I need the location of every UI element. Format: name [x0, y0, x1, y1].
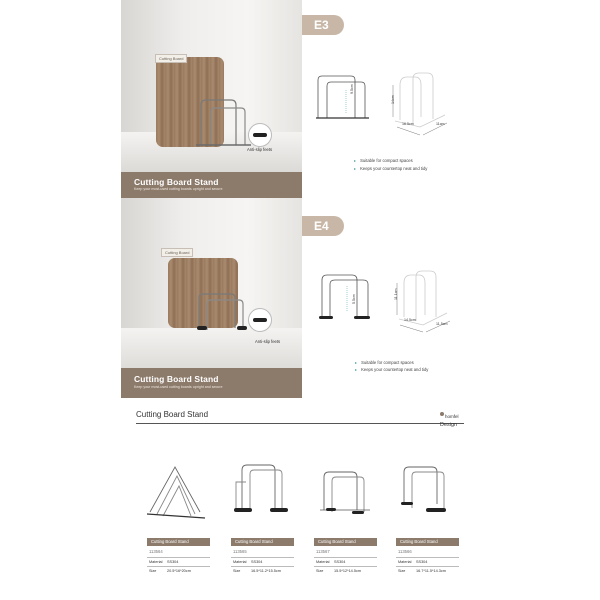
- e3-bullet-1: ▸ Suitable for compact spaces: [354, 158, 413, 163]
- e3-dim-depth: 16.5cm: [402, 122, 414, 126]
- row-divider: [231, 557, 294, 558]
- row-divider: [314, 557, 377, 558]
- e4-product-photo: [121, 198, 302, 398]
- anti-slip-feet-detail: [248, 308, 272, 332]
- product-label: Cutting Board Stand: [231, 538, 294, 546]
- e4-front-drawing: [318, 268, 378, 338]
- material-row: Material SS304: [233, 560, 263, 564]
- banner-subtitle: Keep your most-used cutting boards upright and secure: [134, 385, 223, 389]
- row-divider: [147, 566, 210, 567]
- logo-line-1: homfel: [445, 414, 459, 419]
- e3-front-drawing: [313, 70, 373, 140]
- e3-dim-width: 11cm: [436, 122, 445, 126]
- size-row: Size 16.7*11.5*14.3cm: [398, 569, 446, 573]
- e3-iso-drawing: [385, 65, 455, 145]
- e4-dim-height2: 11.1cm: [394, 288, 398, 300]
- product-image-113565: [230, 460, 294, 520]
- row-divider: [147, 557, 210, 558]
- product-code: 113565: [233, 549, 247, 554]
- e4-dim-depth: 14.5cm: [404, 318, 416, 322]
- size-row: Size 15.5*12*14.5cm: [316, 569, 362, 573]
- banner-subtitle: Keep your most-used cutting boards upright and secure: [134, 187, 223, 191]
- material-row: Material SS304: [149, 560, 179, 564]
- brand-logo: [440, 405, 459, 428]
- product-label: Cutting Board Stand: [147, 538, 210, 546]
- row-divider: [231, 566, 294, 567]
- product-image-113564: [145, 462, 209, 522]
- product-image-113566: [396, 462, 460, 522]
- board-tag: Cutting Board: [155, 54, 187, 63]
- size-row: Size 16.5*11.2*15.5cm: [233, 569, 281, 573]
- e3-product-photo: [121, 0, 302, 198]
- e3-badge: E3: [302, 15, 344, 35]
- product-label: Cutting Board Stand: [314, 538, 377, 546]
- product-label: Cutting Board Stand: [396, 538, 459, 546]
- product-code: 113566: [398, 549, 412, 554]
- product-code: 113564: [149, 549, 163, 554]
- material-row: Material SS304: [398, 560, 428, 564]
- product-image-113567: [314, 465, 378, 525]
- material-row: Material SS304: [316, 560, 346, 564]
- row-divider: [396, 557, 459, 558]
- e4-iso-drawing: [390, 265, 460, 345]
- anti-slip-feet-detail: [248, 123, 272, 147]
- logo-line-2: Design: [440, 422, 458, 428]
- e3-dim-height2: 14cm: [391, 95, 395, 104]
- e3-dim-height: 9.5cm: [350, 84, 354, 94]
- row-divider: [314, 566, 377, 567]
- logo-mark-icon: [440, 412, 444, 416]
- board-tag: Cutting Board: [161, 248, 193, 257]
- e3-banner: [121, 172, 302, 198]
- catalog-divider: [136, 423, 464, 424]
- e4-dim-width: 11.5cm: [436, 322, 448, 326]
- e4-banner: [121, 368, 302, 398]
- catalog-title: Cutting Board Stand: [136, 410, 209, 419]
- product-code: 113567: [316, 549, 330, 554]
- size-row: Size 20.5*16*20cm: [149, 569, 191, 573]
- banner-title: Cutting Board Stand: [134, 177, 219, 187]
- e4-bullet-2: ▸ Keeps your countertop neat and tidy: [355, 367, 429, 372]
- wire-stand-photo: [196, 90, 256, 150]
- e3-bullet-2: ▸ Keeps your countertop neat and tidy: [354, 166, 428, 171]
- e4-badge: E4: [302, 216, 344, 236]
- banner-title: Cutting Board Stand: [134, 374, 219, 384]
- e4-bullet-1: ▸ Suitable for compact spaces: [355, 360, 414, 365]
- row-divider: [396, 566, 459, 567]
- e4-dim-height: 5.5cm: [352, 294, 356, 304]
- wire-stand-photo: [191, 286, 251, 346]
- feet-label: Anti-slip feets: [255, 339, 281, 344]
- feet-label: Anti-slip feets: [247, 147, 273, 152]
